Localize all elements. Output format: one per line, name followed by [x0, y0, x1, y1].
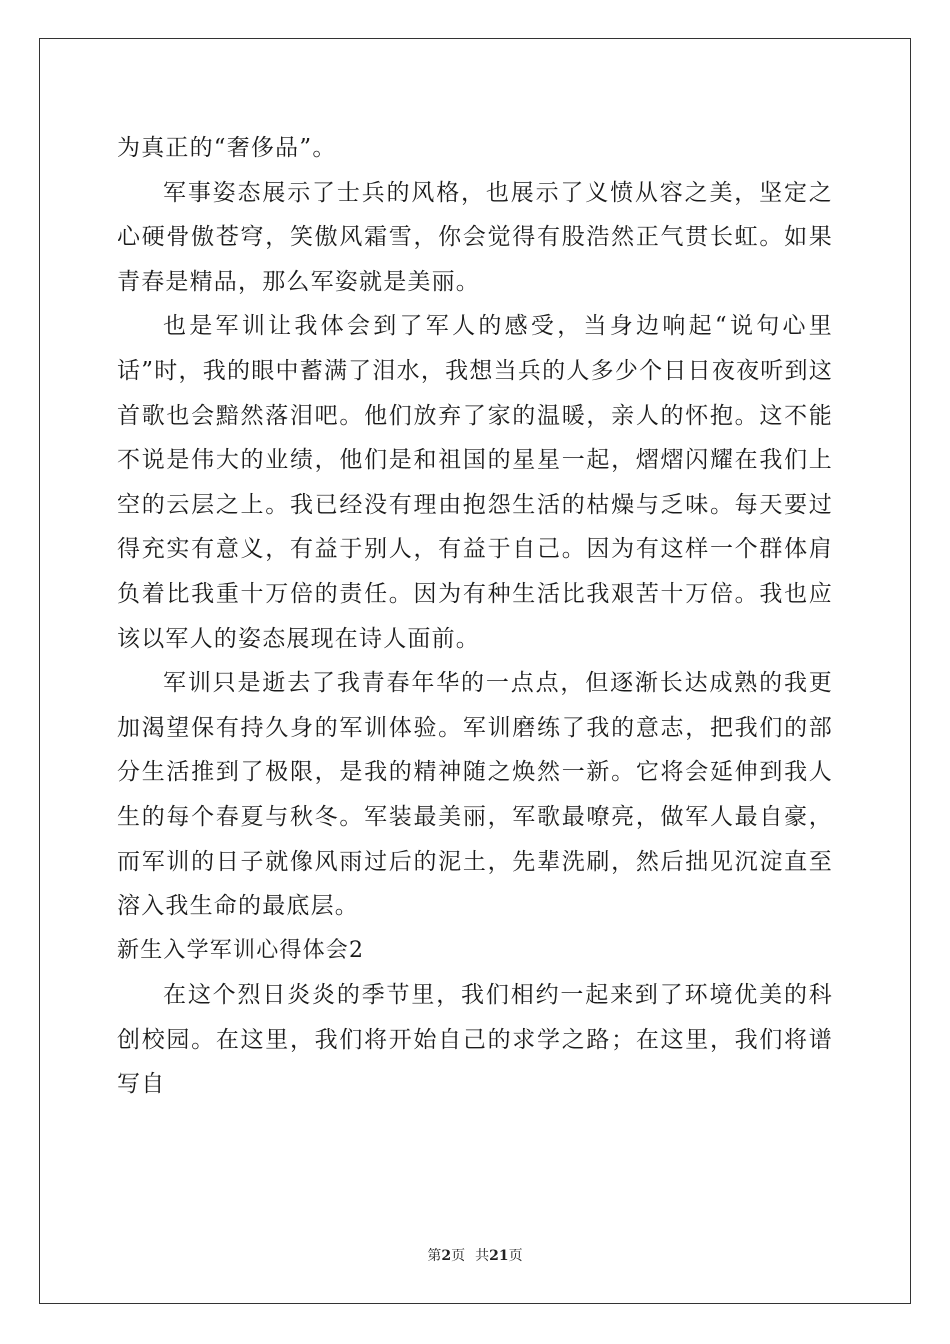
document-body: [117, 126, 833, 1107]
page-prefix: 第: [427, 1248, 442, 1264]
paragraph-military-posture: 军事姿态展示了士兵的风格，也展示了义愤从容之美，坚定之心硬骨傲苍穹，笑傲风霜雪，你会觉得有股浩然正气贯长虹。如果青春是精品，那么军姿就是美丽。: [117, 179, 833, 295]
paragraph-campus-intro: 在这个烈日炎炎的季节里，我们相约一起来到了环境优美的科创校园。在这里，我们将开始自己的求学之路；在这里，我们将谱写自: [117, 982, 833, 1098]
page-footer: [0, 1245, 950, 1265]
paragraph-training-reflection: 军训只是逝去了我青春年华的一点点，但逐渐长达成熟的我更加渴望保有持久身的军训体验。军训磨练了我的意志，把我们的部分生活推到了极限，是我的精神随之焕然一新。它将会延伸到我人生的每个春夏与秋冬。军装最美丽，军歌最嘹亮，做军人最自豪，而军训的日子就像风雨过后的泥土，先辈洗刷，然后拙见沉淀直至溶入我生命的最底层。: [117, 670, 833, 920]
total-suffix: 页: [508, 1248, 523, 1264]
section-heading: 新生入学军训心得体会2: [117, 937, 365, 963]
page-number: 2: [441, 1248, 452, 1264]
paragraph-continuation: 为真正的“奢侈品”。: [117, 135, 337, 161]
total-prefix: 共: [475, 1248, 490, 1264]
page-suffix: 页: [451, 1248, 466, 1264]
total-pages: 21: [489, 1248, 509, 1264]
paragraph-soldier-feeling: 也是军训让我体会到了军人的感受，当身边响起“说句心里话”时，我的眼中蓄满了泪水，我想当兵的人多少个日日夜夜听到这首歌也会黯然落泪吧。他们放弃了家的温暖，亲人的怀抱。这不能不说是伟大的业绩，他们是和祖国的星星一起，熠熠闪耀在我们上空的云层之上。我已经没有理由抱怨生活的枯燥与乏味。每天要过得充实有意义，有益于别人，有益于自己。因为有这样一个群体肩负着比我重十万倍的责任。因为有种生活比我艰苦十万倍。我也应该以军人的姿态展现在诗人面前。: [117, 313, 833, 652]
